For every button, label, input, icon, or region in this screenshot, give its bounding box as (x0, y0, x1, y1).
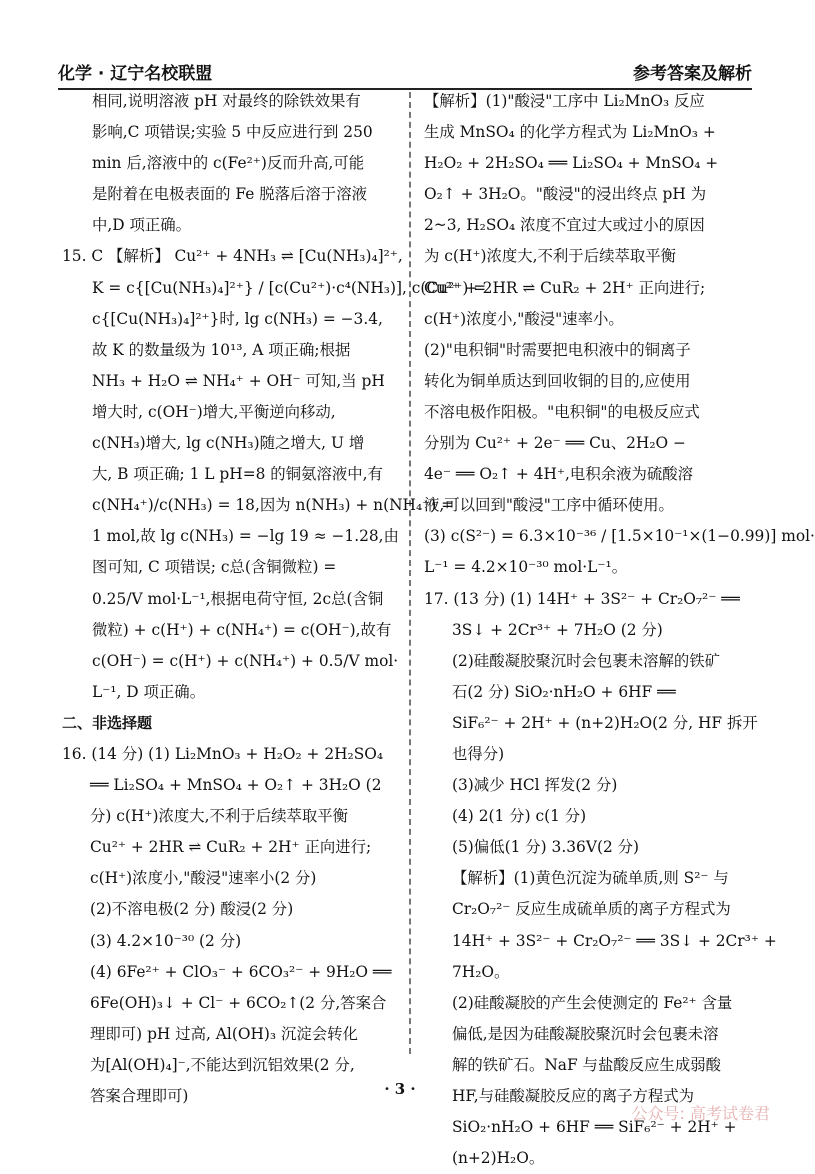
text-line: HF,与硅酸凝胶反应的离子方程式为 (452, 1087, 695, 1105)
text-line: 【解析】(1)黄色沉淀为硫单质,则 S²⁻ 与 (452, 869, 729, 888)
text-line: (3) 4.2×10⁻³⁰ (2 分) (90, 931, 242, 950)
text-line: O₂↑ + 3H₂O。"酸浸"的浸出终点 pH 为 (424, 185, 707, 204)
text-line: 为[Al(OH)₄]⁻,不能达到沉铝效果(2 分, (90, 1055, 355, 1074)
text-line: 微粒) + c(H⁺) + c(NH₄⁺) = c(OH⁻),故有 (92, 620, 392, 639)
text-line: Cu²⁺ + 2HR ⇌ CuR₂ + 2H⁺ 正向进行; (90, 838, 372, 857)
watermark-text: 公众号: 高考试卷君 (631, 1104, 770, 1123)
text-line: 中,D 项正确。 (92, 216, 192, 235)
text-line: (3)减少 HCl 挥发(2 分) (452, 776, 618, 795)
text-line: H₂O₂ + 2H₂SO₄ ══ Li₂SO₄ + MnSO₄ + (424, 154, 719, 173)
text-line: 图可知, C 项错误; c总(含铜微粒) = (92, 558, 337, 577)
text-line: c(H⁺)浓度小,"酸浸"速率小。 (424, 309, 624, 328)
text-line: min 后,溶液中的 c(Fe²⁺)反而升高,可能 (92, 154, 365, 173)
text-line: 转化为铜单质达到回收铜的目的,应使用 (424, 371, 691, 390)
text-line: (2)硅酸凝胶的产生会使测定的 Fe²⁺ 含量 (452, 993, 733, 1012)
text-line: K = c{[Cu(NH₃)₄]²⁺} / [c(Cu²⁺)·c⁴(NH₃)], c(Cu²⁺) = (92, 278, 487, 297)
text-line: 为 c(H⁺)浓度大,不利于后续萃取平衡 (424, 247, 677, 266)
text-line: 也得分) (452, 744, 505, 763)
header-right: 参考答案及解析 (633, 64, 752, 84)
header-left: 化学 · 辽宁名校联盟 (58, 64, 213, 84)
text-line: 解的铁矿石。NaF 与盐酸反应生成弱酸 (452, 1055, 722, 1074)
text-line: NH₃ + H₂O ⇌ NH₄⁺ + OH⁻ 可知,当 pH (92, 371, 385, 390)
text-line: SiO₂·nH₂O + 6HF ══ SiF₆²⁻ + 2H⁺ + (452, 1118, 737, 1137)
text-line: 液,可以回到"酸浸"工序中循环使用。 (424, 496, 674, 515)
text-line: 相同,说明溶液 pH 对最终的除铁效果有 (92, 92, 361, 110)
text-line: 是附着在电极表面的 Fe 脱落后溶于溶液 (92, 185, 367, 204)
text-line: 不溶电极作阳极。"电积铜"的电极反应式 (424, 402, 700, 421)
text-line: 1 mol,故 lg c(NH₃) = −lg 19 ≈ −1.28,由 (92, 527, 399, 546)
page-number: · 3 · (384, 1080, 416, 1098)
text-line: (4) 2(1 分) c(1 分) (452, 807, 587, 826)
text-line: ══ Li₂SO₄ + MnSO₄ + O₂↑ + 3H₂O (2 (90, 776, 382, 795)
text-line: 6Fe(OH)₃↓ + Cl⁻ + 6CO₂↑(2 分,答案合 (90, 993, 387, 1012)
text-line: c(NH₄⁺)/c(NH₃) = 18,因为 n(NH₃) + n(NH₄⁺) = (92, 496, 455, 515)
text-line: Cr₂O₇²⁻ 反应生成硫单质的离子方程式为 (452, 900, 731, 919)
text-line: 偏低,是因为硅酸凝胶聚沉时会包裹未溶 (452, 1024, 719, 1043)
text-line: 增大时, c(OH⁻)增大,平衡逆向移动, (92, 402, 336, 421)
text-line: c(NH₃)增大, lg c(NH₃)随之增大, U 增 (92, 434, 365, 453)
text-line: c(H⁺)浓度小,"酸浸"速率小(2 分) (90, 869, 317, 888)
text-line: Cu²⁺ + 2HR ⇌ CuR₂ + 2H⁺ 正向进行; (424, 278, 706, 297)
text-line: (4) 6Fe²⁺ + ClO₃⁻ + 6CO₃²⁻ + 9H₂O ══ (90, 962, 392, 981)
page-header (58, 54, 752, 90)
text-line: 4e⁻ ══ O₂↑ + 4H⁺,电积余液为硫酸溶 (424, 465, 694, 484)
text-line: 生成 MnSO₄ 的化学方程式为 Li₂MnO₃ + (424, 123, 716, 142)
text-line: 答案合理即可) (90, 1087, 189, 1105)
text-line: SiF₆²⁻ + 2H⁺ + (n+2)H₂O(2 分, HF 拆开 (452, 713, 758, 732)
text-line: (3) c(S²⁻) = 6.3×10⁻³⁶ / [1.5×10⁻¹×(1−0.99)] mol· (424, 527, 815, 546)
text-line: 3S↓ + 2Cr³⁺ + 7H₂O (2 分) (452, 620, 663, 639)
text-line: 故 K 的数量级为 10¹³, A 项正确;根据 (92, 340, 351, 359)
text-line: 14H⁺ + 3S²⁻ + Cr₂O₇²⁻ ══ 3S↓ + 2Cr³⁺ + (452, 931, 777, 950)
text-line: 石(2 分) SiO₂·nH₂O + 6HF ══ (452, 682, 676, 701)
question-17-heading: 17. (13 分) (1) 14H⁺ + 3S²⁻ + Cr₂O₇²⁻ ══ (424, 589, 740, 608)
text-line: (2)不溶电极(2 分) 酸浸(2 分) (90, 900, 294, 919)
right-column (424, 86, 815, 1174)
text-line: (5)偏低(1 分) 3.36V(2 分) (452, 838, 640, 857)
text-line: (2)"电积铜"时需要把电积液中的铜离子 (424, 340, 691, 359)
text-line: L⁻¹ = 4.2×10⁻³⁰ mol·L⁻¹。 (424, 558, 628, 577)
text-line: 2~3, H₂SO₄ 浓度不宜过大或过小的原因 (424, 216, 705, 235)
question-16-heading: 16. (14 分) (1) Li₂MnO₃ + H₂O₂ + 2H₂SO₄ (62, 744, 384, 763)
question-15-heading: 15. C 【解析】 Cu²⁺ + 4NH₃ ⇌ [Cu(NH₃)₄]²⁺, (62, 247, 403, 266)
text-line: c(OH⁻) = c(H⁺) + c(NH₄⁺) + 0.5/V mol· (92, 651, 399, 670)
text-line: c{[Cu(NH₃)₄]²⁺}时, lg c(NH₃) = −3.4, (92, 309, 383, 328)
text-line: 0.25/V mol·L⁻¹,根据电荷守恒, 2c总(含铜 (92, 589, 384, 608)
text-line: (2)硅酸凝胶聚沉时会包裹未溶解的铁矿 (452, 651, 721, 670)
section-heading: 二、非选择题 (62, 713, 153, 732)
text-line: 分别为 Cu²⁺ + 2e⁻ ══ Cu、2H₂O − (424, 434, 686, 453)
text-line: 理即可) pH 过高, Al(OH)₃ 沉淀会转化 (90, 1024, 358, 1043)
text-line: (n+2)H₂O。 (452, 1149, 545, 1168)
text-line: 7H₂O。 (452, 962, 510, 981)
text-line: 大, B 项正确; 1 L pH=8 的铜氨溶液中,有 (92, 465, 383, 484)
text-line: L⁻¹, D 项正确。 (92, 682, 206, 701)
text-line: 分) c(H⁺)浓度大,不利于后续萃取平衡 (90, 807, 349, 826)
column-divider (409, 92, 411, 1054)
text-line: 【解析】(1)"酸浸"工序中 Li₂MnO₃ 反应 (424, 92, 705, 110)
text-line: 影响,C 项错误;实验 5 中反应进行到 250 (92, 123, 373, 142)
